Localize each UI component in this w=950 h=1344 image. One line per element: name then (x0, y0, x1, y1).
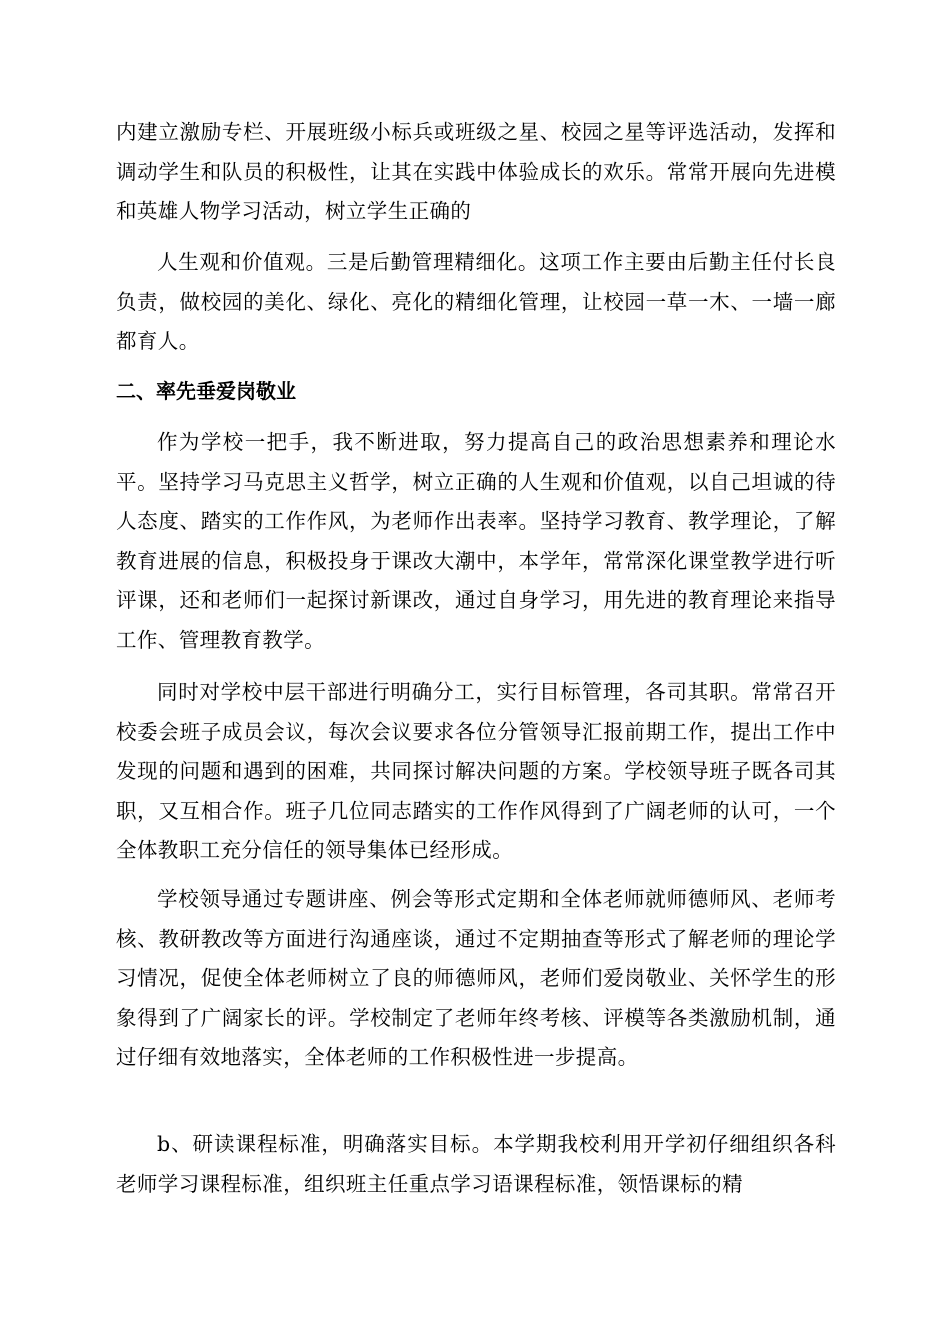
paragraph-2: 人生观和价值观。三是后勤管理精细化。这项工作主要由后勤主任付长良负责，做校园的美化、绿化、亮化的精细化管理，让校园一草一木、一墙一廊都育人。 (116, 250, 836, 353)
paragraph-3: 作为学校一把手，我不断进取，努力提高自己的政治思想素养和理论水平。坚持学习马克思主义哲学，树立正确的人生观和价值观，以自己坦诚的待人态度、踏实的工作作风，为老师作出表率。坚持学习教育、教学理论，了解教育进展的信息，积极投身于课改大潮中，本学年，常常深化课堂教学进行听评课，还和老师们一起探讨新课改，通过自身学习，用先进的教育理论来指导工作、管理教育教学。 (116, 430, 836, 652)
paragraph-1: 内建立激励专栏、开展班级小标兵或班级之星、校园之星等评选活动，发挥和调动学生和队员的积极性，让其在实践中体验成长的欢乐。常常开展向先进模和英雄人物学习活动，树立学生正确的 (116, 120, 836, 223)
paragraph-5: 学校领导通过专题讲座、例会等形式定期和全体老师就师德师风、老师考核、教研教改等方面进行沟通座谈，通过不定期抽查等形式了解老师的理论学习情况，促使全体老师树立了良的师德师风，老师们爱岗敬业、关怀学生的形象得到了广阔家长的评。学校制定了老师年终考核、评模等各类激励机制，通过仔细有效地落实，全体老师的工作积极性进一步提高。 (116, 887, 836, 1069)
paragraph-4: 同时对学校中层干部进行明确分工，实行目标管理，各司其职。常常召开校委会班子成员会议，每次会议要求各位分管领导汇报前期工作，提出工作中发现的问题和遇到的困难，共同探讨解决问题的方案。学校领导班子既各司其职，又互相合作。班子几位同志踏实的工作作风得到了广阔老师的认可，一个全体教职工充分信任的领导集体已经形成。 (116, 680, 836, 862)
paragraph-6: b、研读课程标准，明确落实目标。本学期我校利用开学初仔细组织各科老师学习课程标准，组织班主任重点学习语课程标准，领悟课标的精 (116, 1132, 836, 1196)
section-heading: 二、率先垂爱岗敬业 (116, 379, 296, 403)
